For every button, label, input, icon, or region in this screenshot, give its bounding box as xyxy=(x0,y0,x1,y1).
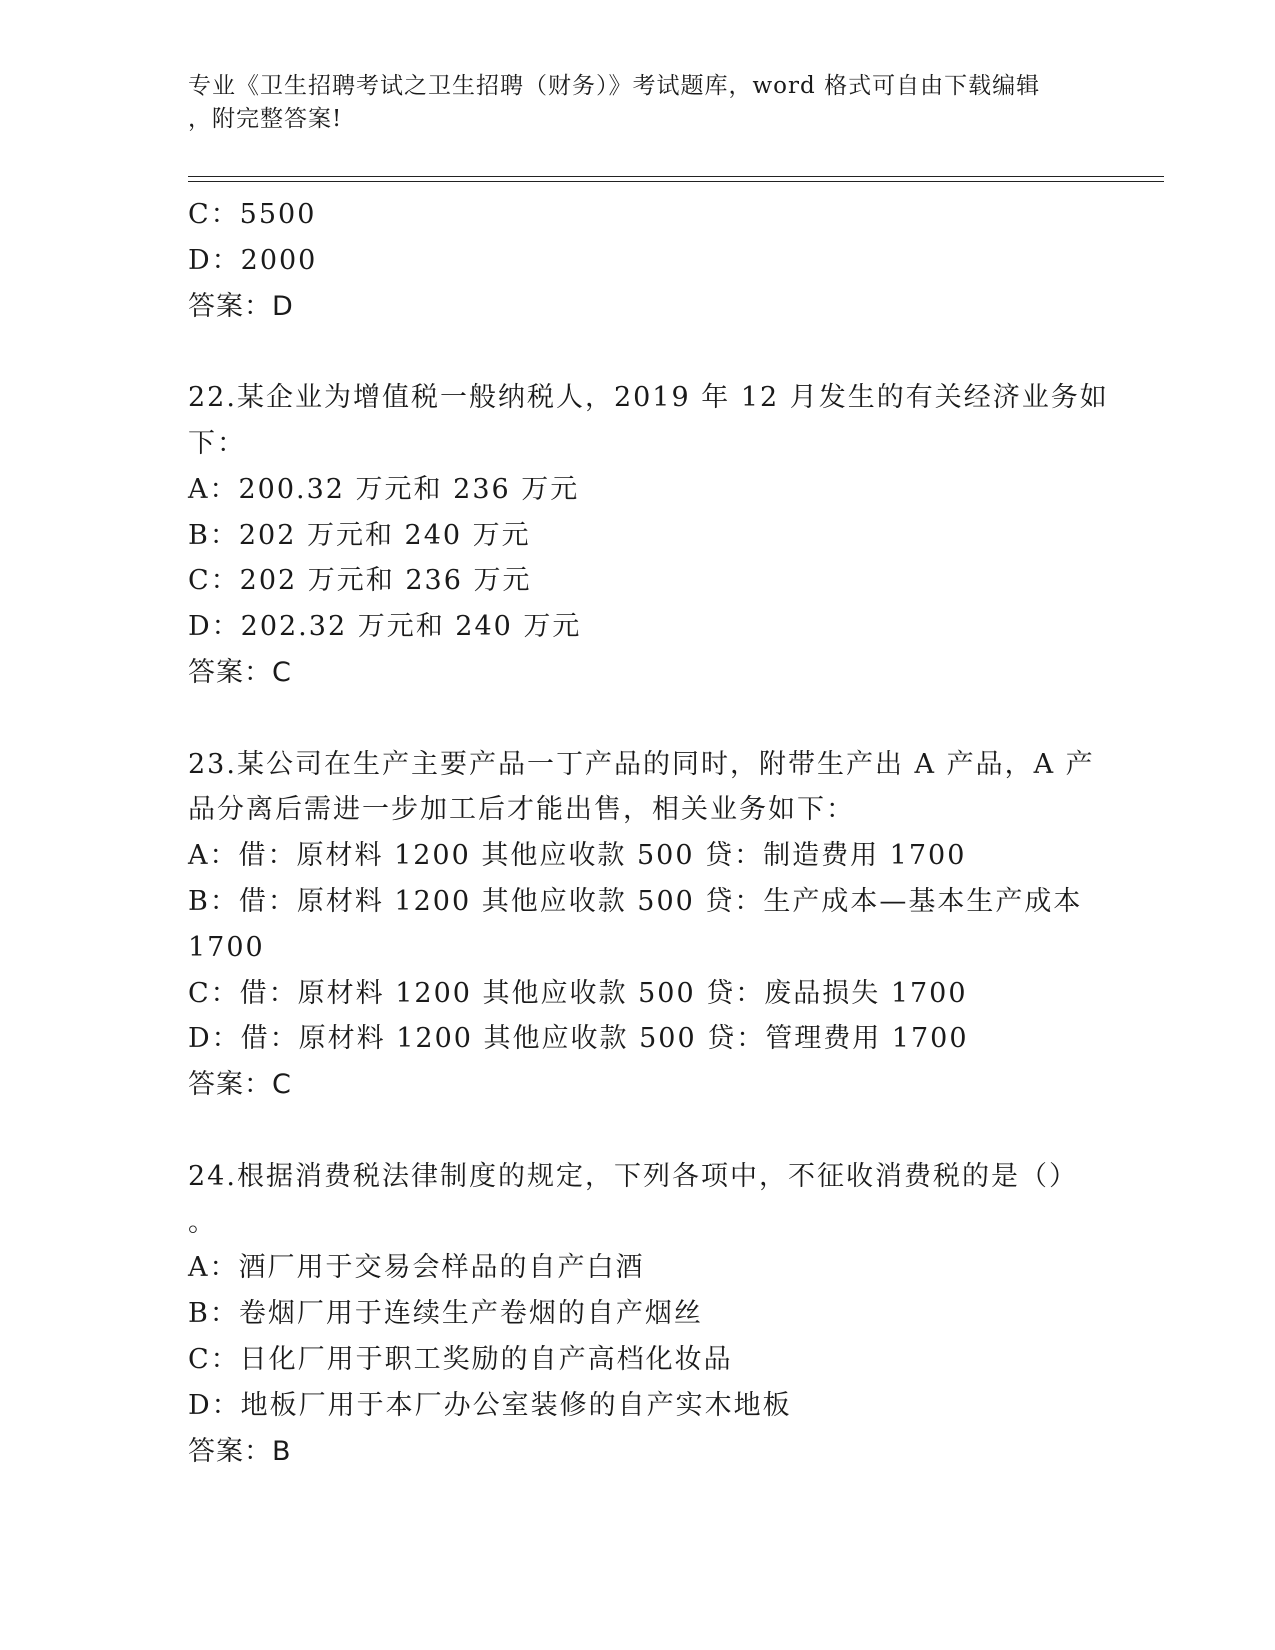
option-c: C：5500 xyxy=(188,199,317,230)
answer-label: 答案：C xyxy=(188,1069,292,1101)
option-d: D：借：原材料 1200 其他应收款 500 贷：管理费用 1700 xyxy=(188,1023,969,1055)
header-line-2: ，附完整答案! xyxy=(188,106,343,132)
question-stem-continued: 下： xyxy=(188,427,246,459)
header-divider-bottom xyxy=(188,181,1164,182)
question-stem-continued: 品分离后需进一步加工后才能出售，相关业务如下： xyxy=(188,794,855,826)
question-24 xyxy=(188,1154,1088,1475)
option-b-continued: 1700 xyxy=(188,931,265,963)
question-stem: 22.某企业为增值税一般纳税人，2019 年 12 月发生的有关经济业务如 xyxy=(188,382,1109,414)
option-b: B：202 万元和 240 万元 xyxy=(188,519,531,551)
question-stem: 24.根据消费税法律制度的规定，下列各项中，不征收消费税的是（） xyxy=(188,1160,1078,1192)
option-c: C：日化厂用于职工奖励的自产高档化妆品 xyxy=(188,1343,733,1375)
question-stem: 23.某公司在生产主要产品一丁产品的同时，附带生产出 A 产品，A 产 xyxy=(188,748,1095,780)
question-23 xyxy=(188,742,1095,1108)
option-d: D：地板厂用于本厂办公室装修的自产实木地板 xyxy=(188,1389,792,1421)
question-stem-continued: 。 xyxy=(188,1206,217,1238)
option-b: B：卷烟厂用于连续生产卷烟的自产烟丝 xyxy=(188,1298,703,1330)
header-line-1: 专业《卫生招聘考试之卫生招聘（财务）》考试题库，word 格式可自由下载编辑 xyxy=(188,73,1041,99)
option-a: A：200.32 万元和 236 万元 xyxy=(188,473,580,505)
header-divider-top xyxy=(188,176,1164,177)
option-c: C：借：原材料 1200 其他应收款 500 贷：废品损失 1700 xyxy=(188,977,968,1009)
spacer xyxy=(188,1108,1088,1154)
question-21 xyxy=(188,192,1088,329)
option-a: A：借：原材料 1200 其他应收款 500 贷：制造费用 1700 xyxy=(188,840,967,872)
option-d: D：2000 xyxy=(188,244,318,276)
spacer xyxy=(188,696,1088,742)
option-c: C：202 万元和 236 万元 xyxy=(188,565,532,597)
document-header xyxy=(188,70,1068,136)
spacer xyxy=(188,329,1088,375)
answer-label: 答案：C xyxy=(188,656,292,688)
answer-label: 答案：B xyxy=(188,1435,292,1467)
option-d: D：202.32 万元和 240 万元 xyxy=(188,611,582,643)
option-b: B：借：原材料 1200 其他应收款 500 贷：生产成本—基本生产成本 xyxy=(188,885,1083,917)
option-a: A：酒厂用于交易会样品的自产白酒 xyxy=(188,1252,645,1284)
answer-label: 答案：D xyxy=(188,290,294,322)
question-list xyxy=(188,192,1109,1474)
question-22 xyxy=(188,375,1109,696)
